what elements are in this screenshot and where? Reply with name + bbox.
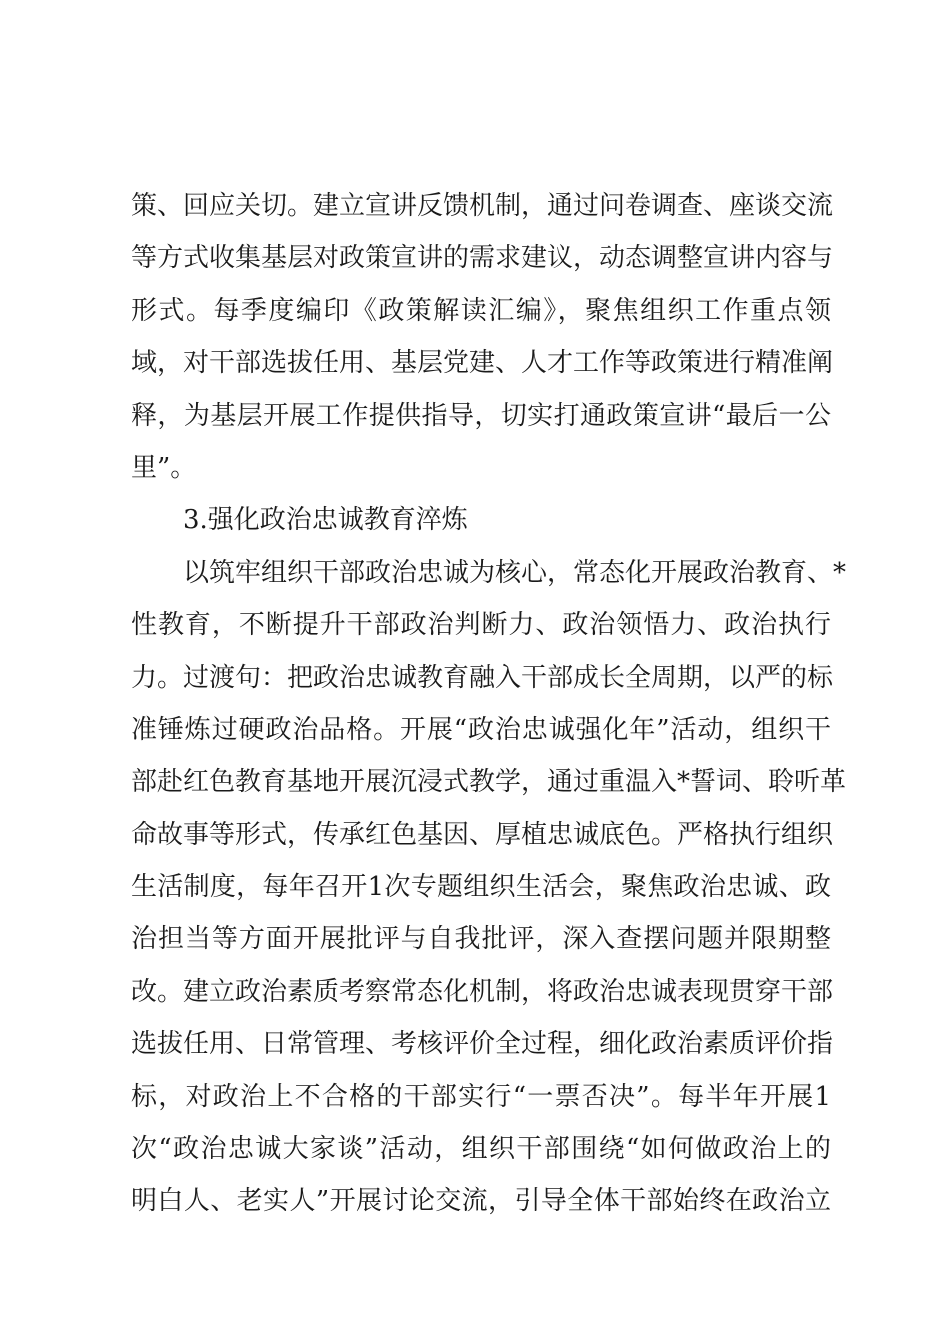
paragraph-line: 里”。 xyxy=(131,452,197,483)
paragraph-line: 命故事等形式，传承红色基因、厚植忠诚底色。严格执行组织 xyxy=(131,819,834,850)
section-heading: 3.强化政治忠诚教育淬炼 xyxy=(183,505,468,536)
paragraph-line: 等方式收集基层对政策宣讲的需求建议，动态调整宣讲内容与 xyxy=(131,243,834,274)
paragraph-line: 治担当等方面开展批评与自我批评，深入查摆问题并限期整 xyxy=(131,924,831,955)
paragraph-line: 域，对干部选拔任用、基层党建、人才工作等政策进行精准阐 xyxy=(131,348,834,379)
paragraph-line: 改。建立政治素质考察常态化机制，将政治忠诚表现贯穿干部 xyxy=(131,976,834,1007)
paragraph-line: 准锤炼过硬政治品格。开展“政治忠诚强化年”活动，组织干 xyxy=(131,714,831,745)
paragraph-line: 性教育，不断提升干部政治判断力、政治领悟力、政治执行 xyxy=(131,610,831,641)
paragraph-line: 释，为基层开展工作提供指导，切实打通政策宣讲“最后一公 xyxy=(131,400,831,431)
paragraph-line: 选拔任用、日常管理、考核评价全过程，细化政治素质评价指 xyxy=(131,1029,834,1060)
paragraph-line: 标，对政治上不合格的干部实行“一票否决”。每半年开展1 xyxy=(131,1081,831,1112)
paragraph-line: 生活制度，每年召开1次专题组织生活会，聚焦政治忠诚、政 xyxy=(131,872,831,903)
paragraph-line: 策、回应关切。建立宣讲反馈机制，通过问卷调查、座谈交流 xyxy=(131,191,834,221)
paragraph-line: 以筑牢组织干部政治忠诚为核心，常态化开展政治教育、* xyxy=(183,557,847,588)
paragraph-line: 形式。每季度编印《政策解读汇编》，聚焦组织工作重点领 xyxy=(131,295,831,326)
paragraph-line: 次“政治忠诚大家谈”活动，组织干部围绕“如何做政治上的 xyxy=(131,1134,831,1165)
paragraph-line: 部赴红色教育基地开展沉浸式教学，通过重温入*誓词、聆听革 xyxy=(131,767,847,798)
paragraph-line: 明白人、老实人”开展讨论交流，引导全体干部始终在政治立 xyxy=(131,1186,831,1217)
document-body xyxy=(131,180,847,1228)
paragraph-line: 力。过渡句：把政治忠诚教育融入干部成长全周期，以严的标 xyxy=(131,662,834,693)
